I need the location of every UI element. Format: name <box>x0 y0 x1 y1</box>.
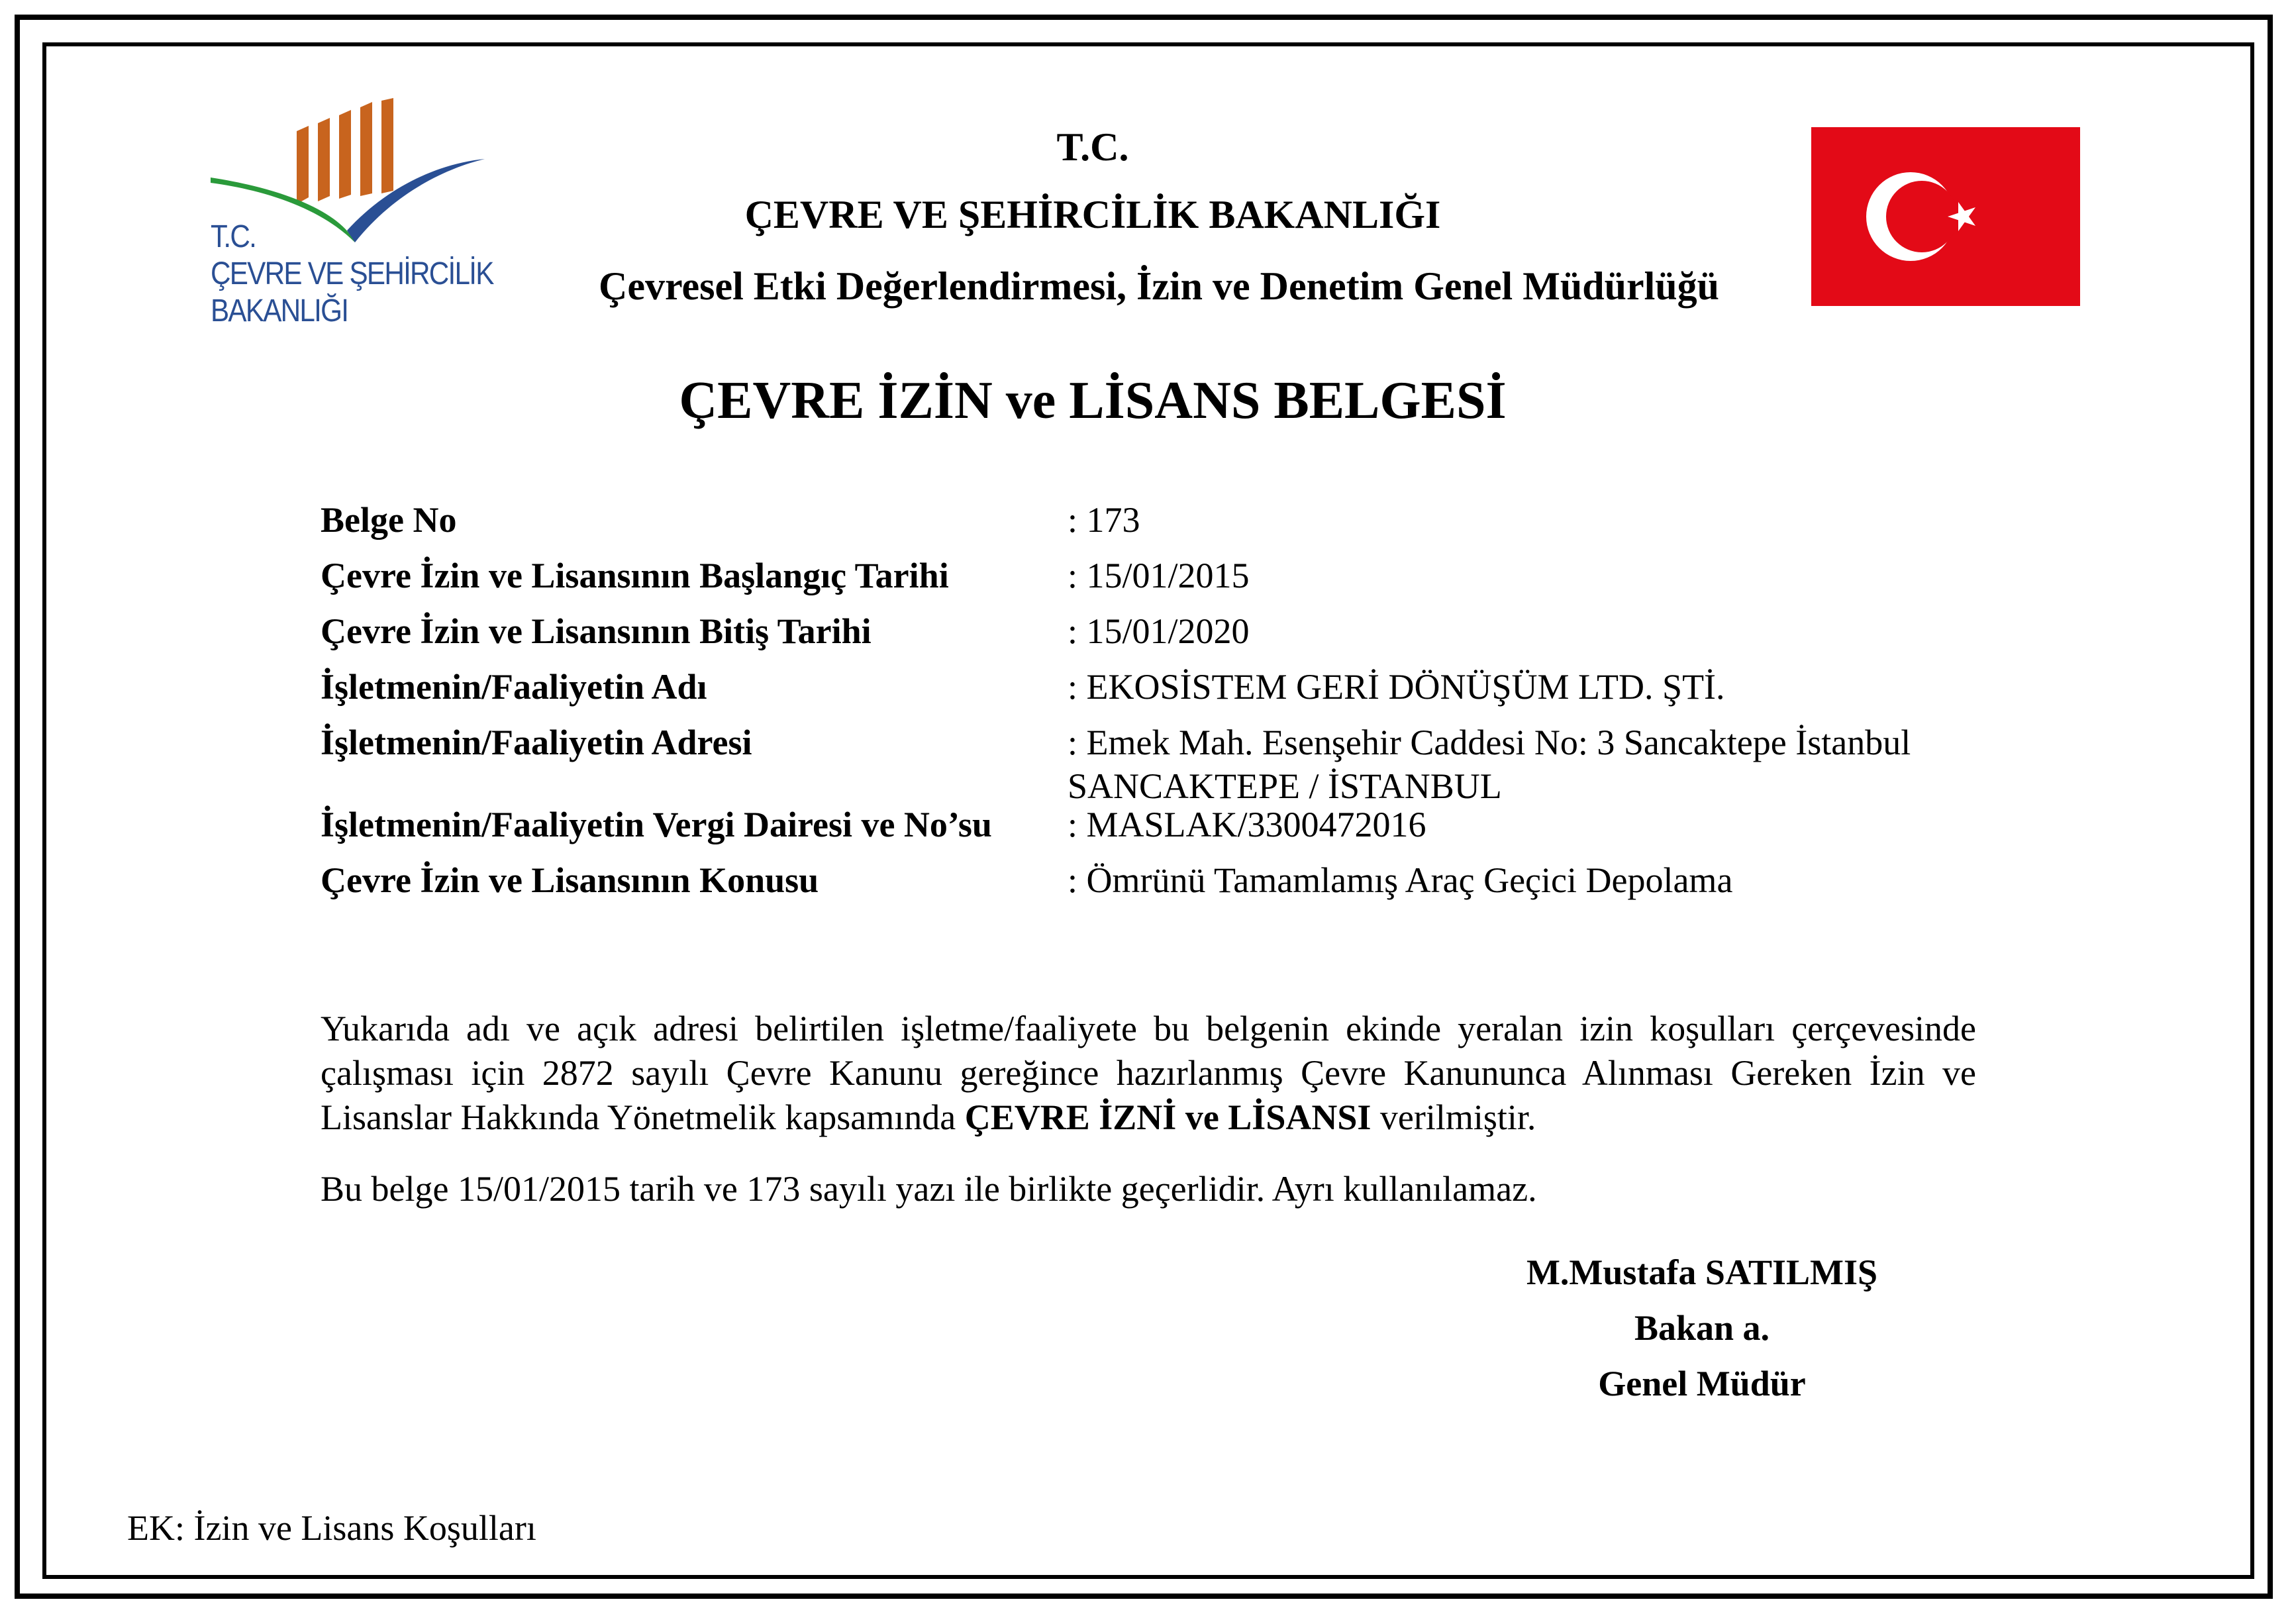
field-value <box>1068 665 1989 709</box>
field-label: İşletmenin/Faaliyetin Vergi Dairesi ve No’su <box>321 805 992 844</box>
body-paragraph <box>321 1007 1976 1140</box>
logo-bar-5 <box>381 98 393 193</box>
field-value-line: : 15/01/2015 <box>1068 556 1250 595</box>
field-row-business-name <box>321 665 1989 721</box>
paragraph-emphasis: ÇEVRE İZNİ ve LİSANSI <box>964 1097 1372 1137</box>
field-value <box>1068 858 1989 902</box>
field-row-tax <box>321 803 1989 858</box>
logo-bars <box>297 98 393 204</box>
field-row-end-date <box>321 609 1989 665</box>
flag-crescent-inner <box>1886 181 1958 252</box>
field-row-address <box>321 721 1989 806</box>
logo-bar-1 <box>297 126 309 204</box>
signatory-title: Bakan a. <box>1634 1308 1770 1348</box>
logo-bar-4 <box>360 102 372 196</box>
header-directorate: Çevresel Etki Değerlendirmesi, İzin ve Denetim Genel Müdürlüğü <box>598 264 1719 308</box>
field-value-line: SANCAKTEPE / İSTANBUL <box>1068 766 1502 806</box>
field-label: İşletmenin/Faaliyetin Adresi <box>321 723 752 762</box>
field-value-line: : 15/01/2020 <box>1068 611 1250 651</box>
field-value <box>1068 554 1989 597</box>
field-label: İşletmenin/Faaliyetin Adı <box>321 667 707 707</box>
document-title: ÇEVRE İZİN ve LİSANS BELGESİ <box>679 372 1507 430</box>
field-value-line: : 173 <box>1068 500 1140 540</box>
paragraph-line: verilmiştir. <box>1371 1097 1536 1137</box>
field-label: Belge No <box>321 500 457 540</box>
field-value-line: : Emek Mah. Esenşehir Caddesi No: 3 Sancaktepe İstanbul <box>1068 723 1911 762</box>
field-value-line: : Ömrünü Tamamlamış Araç Geçici Depolama <box>1068 860 1733 900</box>
paragraph-line: Gereken İzin ve Lisanslar Hakkında Yönetmelik kapsamında <box>321 1053 1977 1137</box>
logo-bar-2 <box>318 118 330 201</box>
certificate-fields <box>321 498 1989 914</box>
logo-bar-3 <box>339 110 351 199</box>
logo-text-line2: ÇEVRE VE ŞEHİRCİLİK <box>211 256 493 291</box>
field-value <box>1068 803 1989 846</box>
signatory-position: Genel Müdür <box>1598 1364 1806 1403</box>
paragraph-line: çerçevesinde çalışması için 2872 sayılı Çevre Kanunu gereğince hazırlanmış Çevre Kanununca Alınması <box>321 1009 1976 1093</box>
field-label: Çevre İzin ve Lisansının Başlangıç Tarihi <box>321 556 949 595</box>
header-ministry: ÇEVRE VE ŞEHİRCİLİK BAKANLIĞI <box>744 193 1441 236</box>
field-value <box>1068 721 1989 808</box>
field-value-line: : EKOSİSTEM GERİ DÖNÜŞÜM LTD. ŞTİ. <box>1068 667 1725 707</box>
logo-text-line3: BAKANLIĞI <box>211 293 348 329</box>
header-tc: T.C. <box>1056 125 1129 169</box>
field-label: Çevre İzin ve Lisansının Konusu <box>321 860 819 900</box>
field-row-belge-no <box>321 498 1989 554</box>
field-label: Çevre İzin ve Lisansının Bitiş Tarihi <box>321 611 872 651</box>
field-row-subject <box>321 858 1989 914</box>
field-value <box>1068 609 1989 653</box>
validity-text: Bu belge 15/01/2015 tarih ve 173 sayılı yazı ile birlikte geçerlidir. Ayrı kullanılamaz. <box>321 1169 1537 1209</box>
field-value <box>1068 498 1989 542</box>
attachment-note: EK: İzin ve Lisans Koşulları <box>127 1508 536 1548</box>
paragraph-line: Yukarıda adı ve açık adresi belirtilen işletme/faaliyete bu belgenin ekinde yeralan izin koşulları <box>321 1009 1775 1048</box>
logo-text-line1: T.C. <box>211 219 256 254</box>
field-row-start-date <box>321 554 1989 609</box>
field-value-line: : MASLAK/3300472016 <box>1068 805 1426 844</box>
signatory-name: M.Mustafa SATILMIŞ <box>1526 1252 1878 1292</box>
